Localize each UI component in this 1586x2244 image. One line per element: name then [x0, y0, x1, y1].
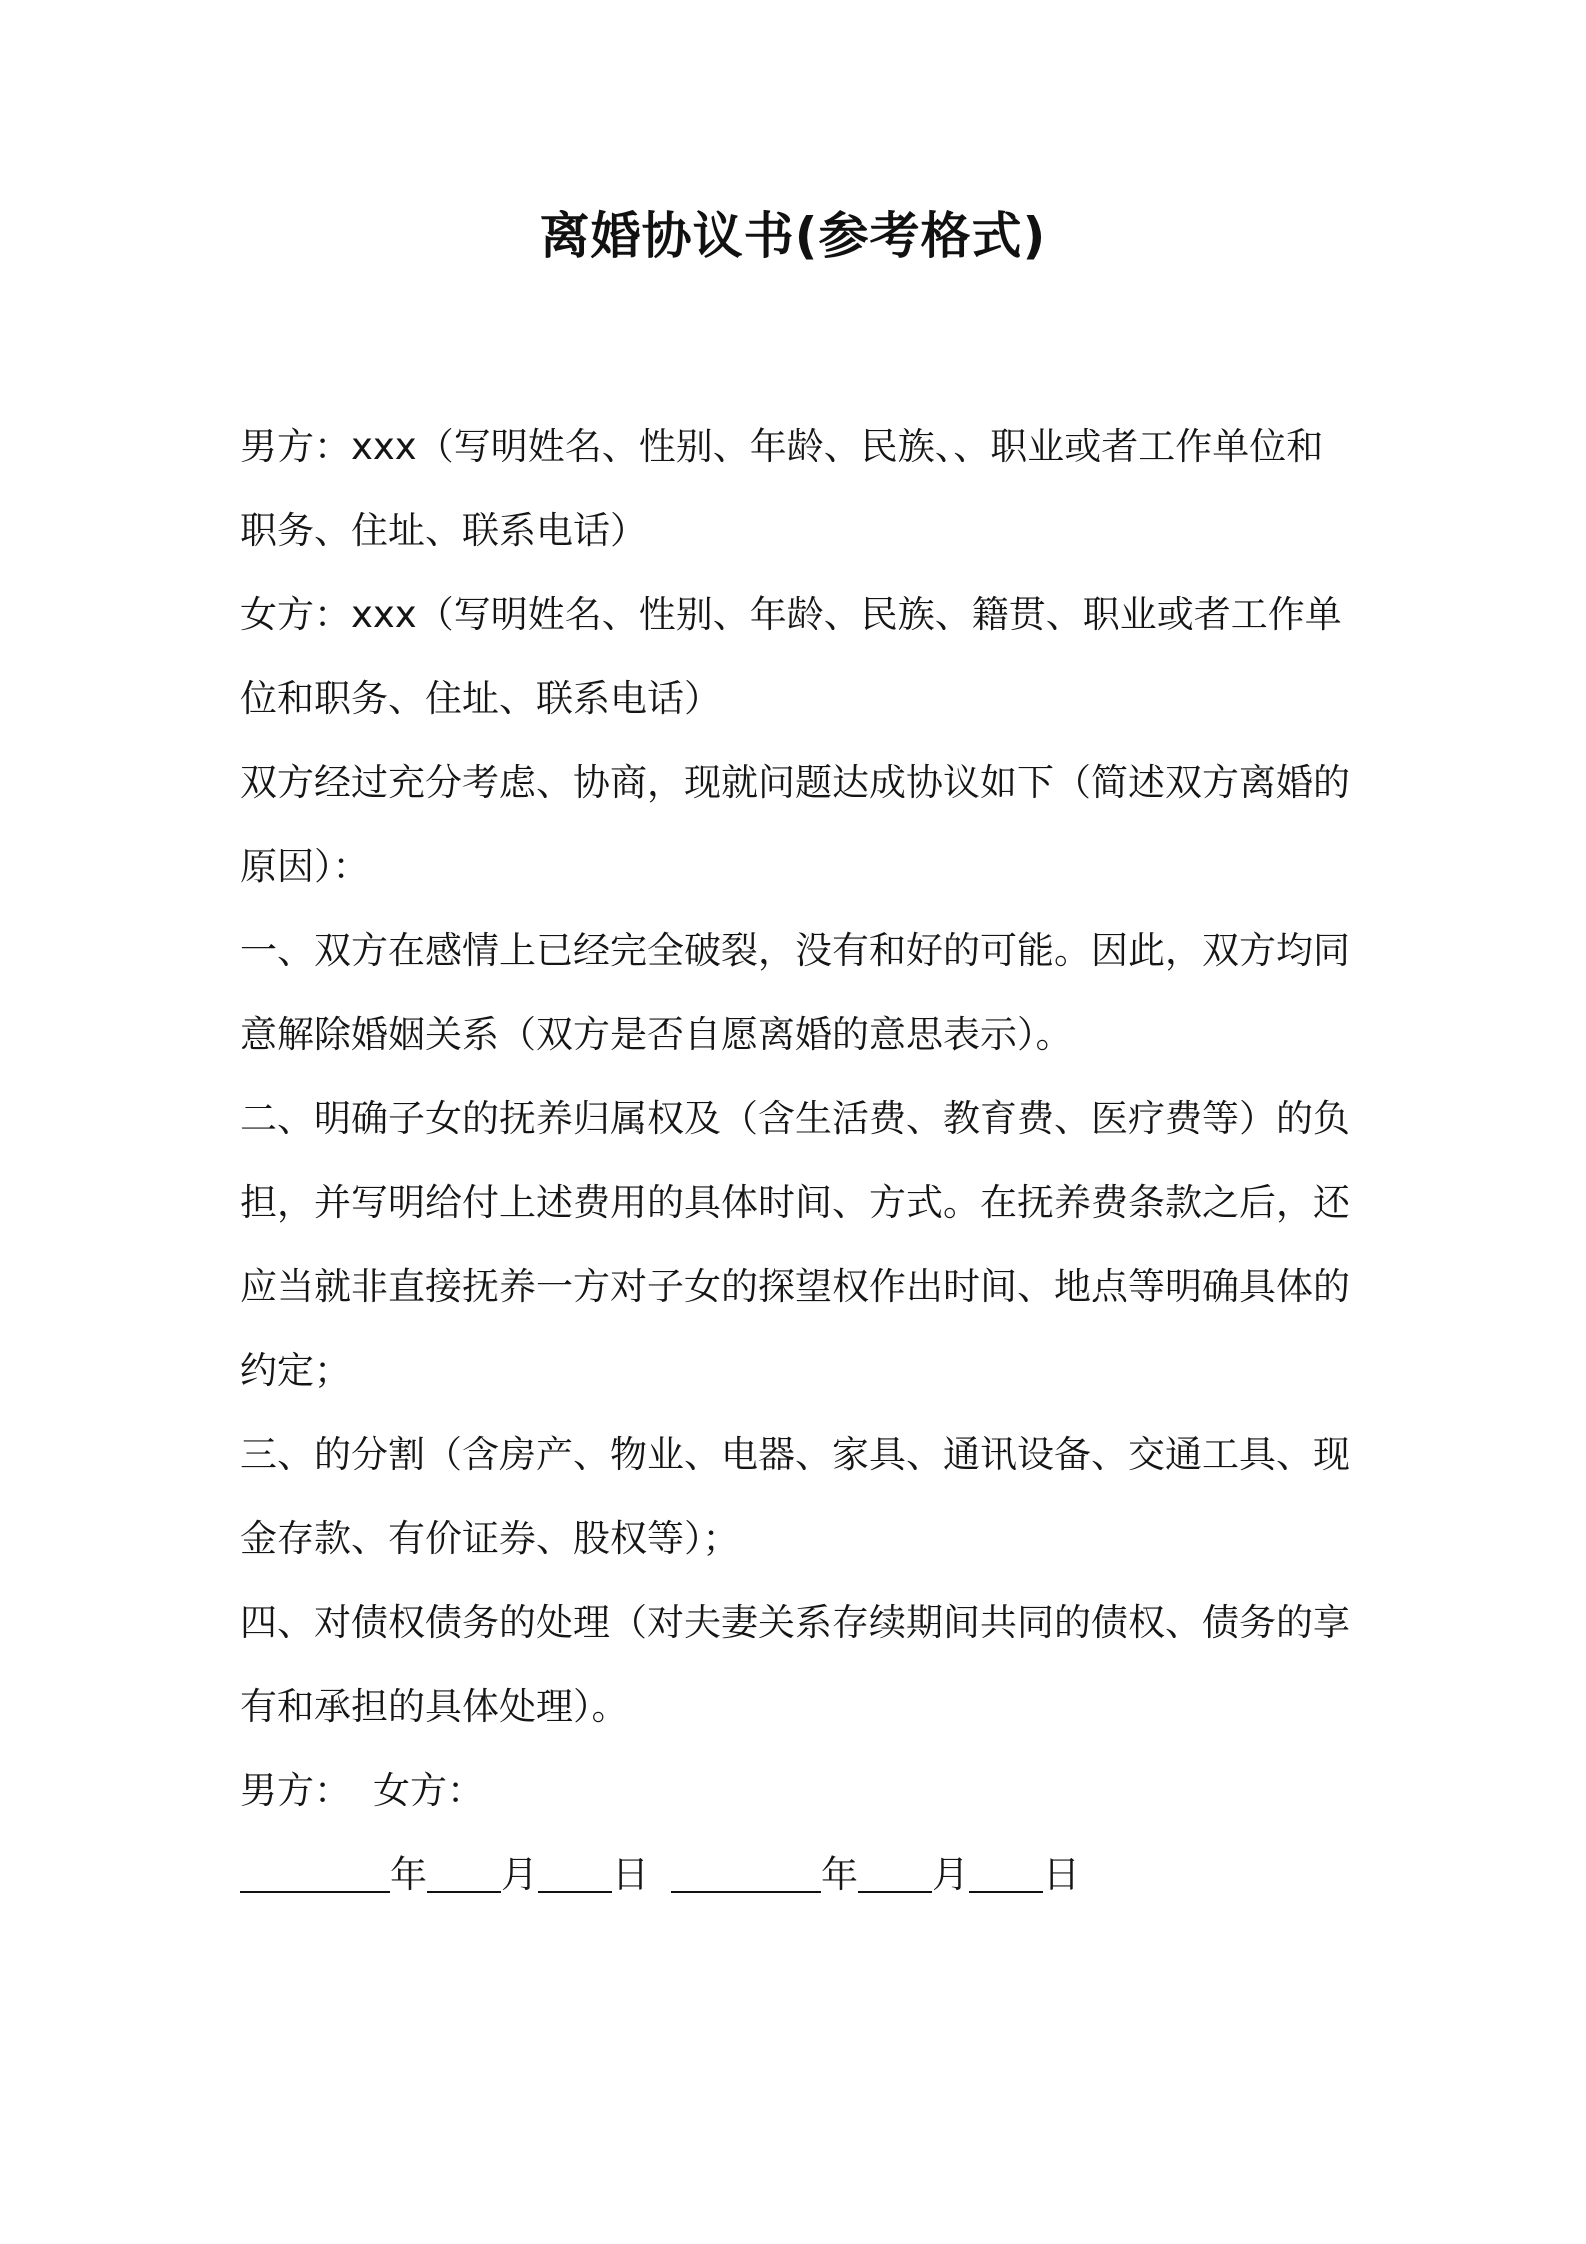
female-day-label: 日	[1043, 1853, 1080, 1896]
date-row	[240, 1833, 1358, 1917]
paragraph-clause-4: 四、对债权债务的处理（对夫妻关系存续期间共同的债权、债务的享有和承担的具体处理）。	[240, 1601, 1350, 1728]
male-month-blank	[427, 1847, 501, 1893]
female-month-label: 月	[932, 1853, 969, 1896]
female-year-label: 年	[821, 1853, 858, 1896]
signature-female-label: 女方：	[373, 1769, 484, 1812]
male-year-blank	[240, 1847, 390, 1893]
paragraph-clause-3: 三、的分割（含房产、物业、电器、家具、通讯设备、交通工具、现金存款、有价证券、股权等）；	[240, 1433, 1350, 1560]
female-month-blank	[858, 1847, 932, 1893]
paragraph-clause-1: 一、双方在感情上已经完全破裂，没有和好的可能。因此，双方均同意解除婚姻关系（双方是否自愿离婚的意思表示）。	[240, 929, 1350, 1056]
male-day-blank	[538, 1847, 612, 1893]
signature-row	[240, 1749, 1358, 1833]
signature-male-label: 男方：	[240, 1769, 351, 1812]
male-year-label: 年	[390, 1853, 427, 1896]
document-title: 离婚协议书(参考格式)	[539, 207, 1047, 265]
paragraph-agreement-intro: 双方经过充分考虑、协商，现就问题达成协议如下（简述双方离婚的原因）：	[240, 761, 1350, 888]
female-year-blank	[671, 1847, 821, 1893]
paragraph-female-party: 女方：xxx（写明姓名、性别、年龄、民族、籍贯、职业或者工作单位和职务、住址、联系电话）	[240, 593, 1342, 720]
male-month-label: 月	[501, 1853, 538, 1896]
male-day-label: 日	[612, 1853, 649, 1896]
female-day-blank	[969, 1847, 1043, 1893]
paragraph-clause-2: 二、明确子女的抚养归属权及（含生活费、教育费、医疗费等）的负担，并写明给付上述费用的具体时间、方式。在抚养费条款之后，还应当就非直接抚养一方对子女的探望权作出时间、地点等明确具体的约定；	[240, 1097, 1350, 1392]
document-body	[240, 405, 1358, 1917]
paragraph-male-party: 男方：xxx（写明姓名、性别、年龄、民族、、职业或者工作单位和职务、住址、联系电话）	[240, 425, 1324, 552]
